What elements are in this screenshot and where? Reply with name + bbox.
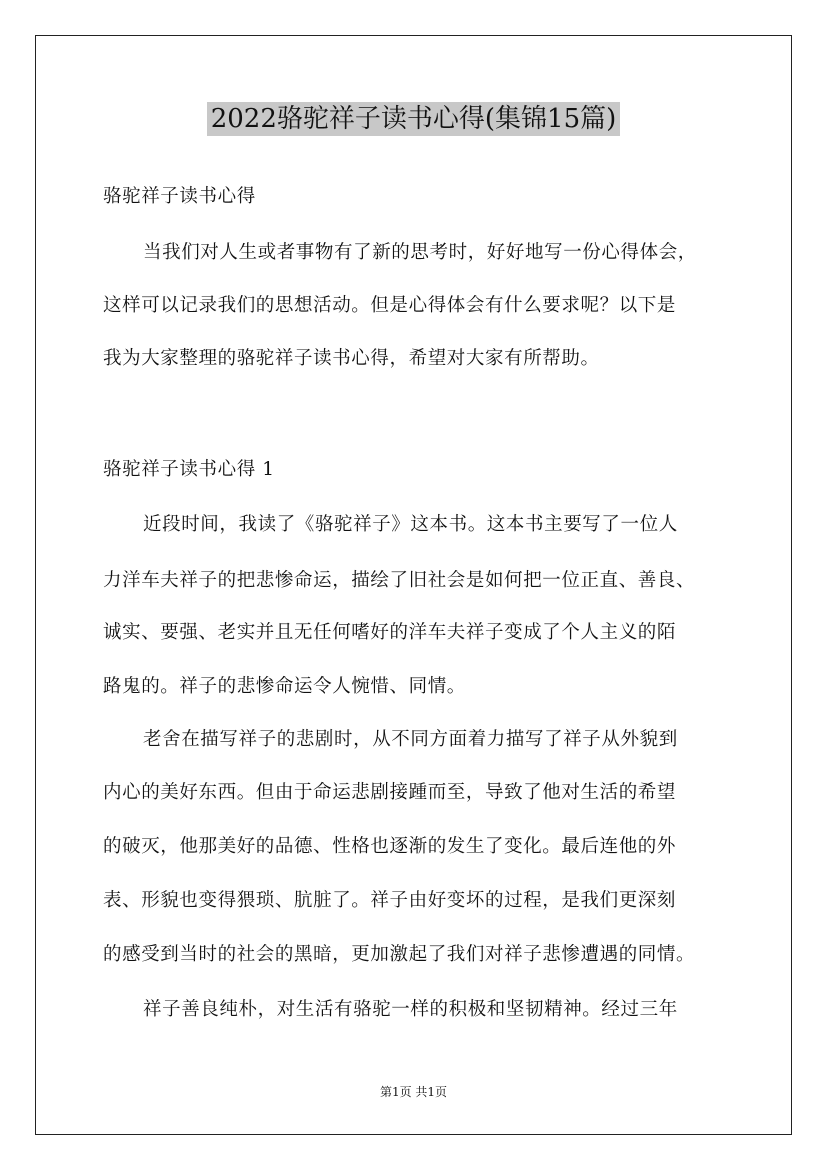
paragraph-line: 的破灭，他那美好的品德、性格也逐渐的发生了变化。最后连他的外 [103,836,677,857]
page-footer: 第1页 共1页 [379,1085,448,1099]
paragraph-line: 祥子善良纯朴，对生活有骆驼一样的积极和坚韧精神。经过三年 [143,999,678,1020]
document-title: 2022骆驼祥子读书心得(集锦15篇) [207,102,621,136]
intro-line: 这样可以记录我们的思想活动。但是心得体会有什么要求呢？以下是 [103,295,677,316]
paragraph-line: 的感受到当时的社会的黑暗，更加激起了我们对祥子悲惨遭遇的同情。 [103,944,696,965]
section-heading: 骆驼祥子读书心得 [103,186,256,207]
paragraph-line: 路鬼的。祥子的悲惨命运令人惋惜、同情。 [103,676,466,697]
paragraph-line: 诚实、要强、老实并且无任何嗜好的洋车夫祥子变成了个人主义的陌 [103,622,677,643]
intro-line: 当我们对人生或者事物有了新的思考时，好好地写一份心得体会， [143,242,697,263]
paragraph-line: 力洋车夫祥子的把悲惨命运，描绘了旧社会是如何把一位正直、善良、 [103,570,696,591]
intro-line: 我为大家整理的骆驼祥子读书心得，希望对大家有所帮助。 [103,348,600,369]
paragraph-line: 内心的美好东西。但由于命运悲剧接踵而至，导致了他对生活的希望 [103,782,677,803]
paragraph-line: 老舍在描写祥子的悲剧时，从不同方面着力描写了祥子从外貌到 [143,729,678,750]
paragraph-line: 近段时间，我读了《骆驼祥子》这本书。这本书主要写了一位人 [143,514,678,535]
document-title-wrap [0,98,827,135]
section-heading-1: 骆驼祥子读书心得 1 [103,459,275,480]
paragraph-line: 表、形貌也变得猥琐、肮脏了。祥子由好变坏的过程，是我们更深刻 [103,890,677,911]
